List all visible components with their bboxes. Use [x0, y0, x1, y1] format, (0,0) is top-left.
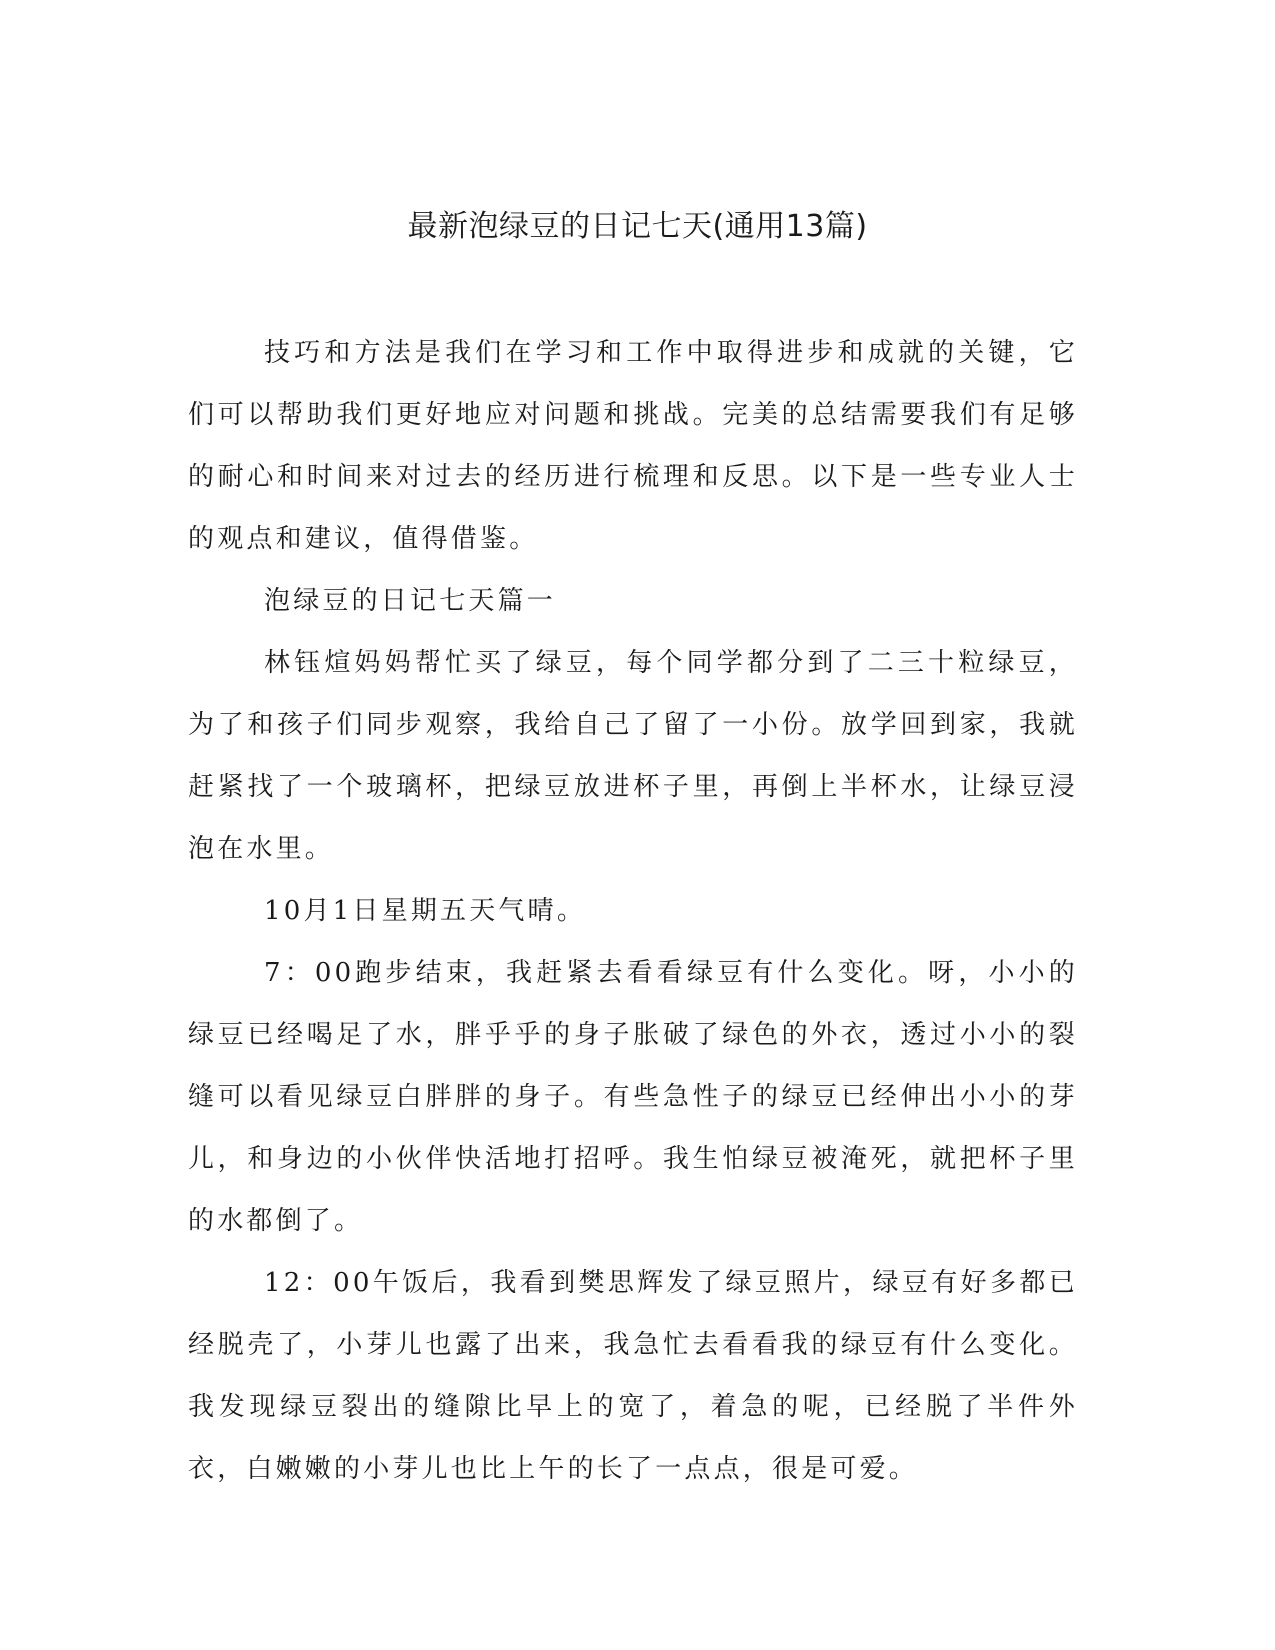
document-body: [188, 322, 1078, 1500]
document-title: 最新泡绿豆的日记七天(通用13篇): [407, 209, 868, 244]
intro-paragraph: 技巧和方法是我们在学习和工作中取得进步和成就的关键，它们可以帮助我们更好地应对问题和挑战。完美的总结需要我们有足够的耐心和时间来对过去的经历进行梳理和反思。以下是一些专业人士的观点和建议，值得借鉴。: [188, 338, 1078, 554]
body-paragraph: 12：00午饭后，我看到樊思辉发了绿豆照片，绿豆有好多都已经脱壳了，小芽儿也露了出来，我急忙去看看我的绿豆有什么变化。我发现绿豆裂出的缝隙比早上的宽了，着急的呢，已经脱了半件外衣，白嫩嫩的小芽儿也比上午的长了一点点，很是可爱。: [188, 1268, 1078, 1484]
body-paragraph: 林钰煊妈妈帮忙买了绿豆，每个同学都分到了二三十粒绿豆，为了和孩子们同步观察，我给自己了留了一小份。放学回到家，我就赶紧找了一个玻璃杯，把绿豆放进杯子里，再倒上半杯水，让绿豆浸泡在水里。: [188, 648, 1078, 864]
date-line: 10月1日星期五天气晴。: [264, 896, 587, 926]
section-heading: 泡绿豆的日记七天篇一: [264, 586, 557, 616]
body-paragraph: 7：00跑步结束，我赶紧去看看绿豆有什么变化。呀，小小的绿豆已经喝足了水，胖乎乎的身子胀破了绿色的外衣，透过小小的裂缝可以看见绿豆白胖胖的身子。有些急性子的绿豆已经伸出小小的芽儿，和身边的小伙伴快活地打招呼。我生怕绿豆被淹死，就把杯子里的水都倒了。: [188, 958, 1078, 1236]
